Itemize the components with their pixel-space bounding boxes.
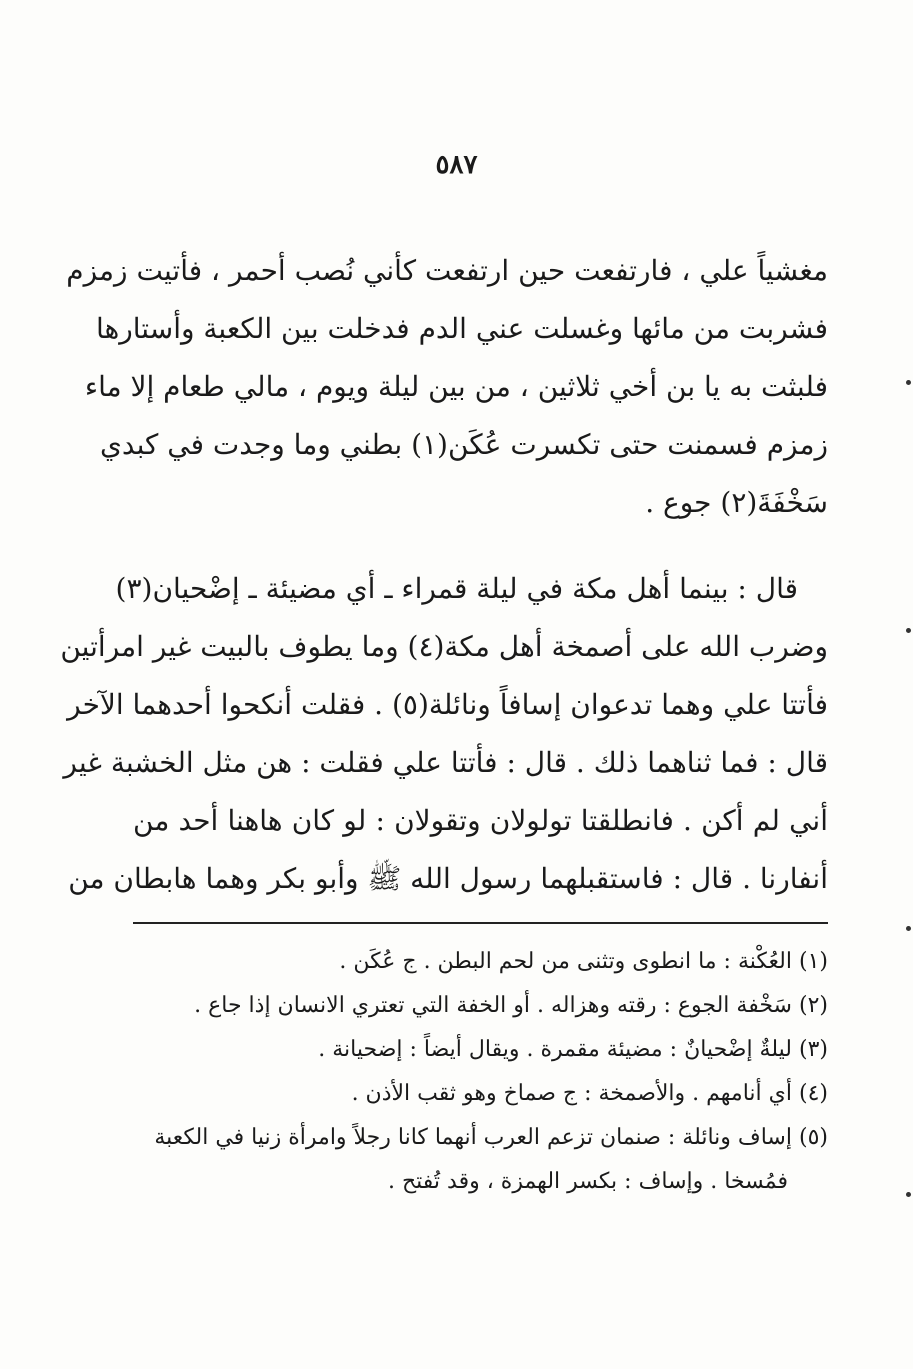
paragraph-1: [66, 242, 828, 532]
footnote-text: سَخْفة الجوع : رقته وهزاله . أو الخفة التي تعتري الانسان إذا جاع .: [194, 993, 792, 1018]
footnote-number: (١): [798, 949, 828, 974]
footnote-number: (٣): [798, 1037, 828, 1062]
footnote-number: (٥): [798, 1125, 828, 1150]
margin-speck: [906, 1192, 911, 1197]
text-line: مغشياً علي ، فارتفعت حين ارتفعت كأني نُصب أحمر ، فأتيت زمزم: [66, 254, 828, 287]
footnote-text: العُكْنة : ما انطوى وتثنى من لحم البطن . ج عُكَن .: [339, 949, 792, 974]
text-line: سَخْفَةَ(٢) جوع .: [645, 486, 828, 519]
text-line: أني لم أكن . فانطلقتا تولولان وتقولان : لو كان هاهنا أحد من: [133, 804, 828, 837]
margin-speck: [906, 380, 911, 385]
footnote-divider: [133, 922, 828, 924]
text-line: قال : بينما أهل مكة في ليلة قمراء ـ أي مضيئة ـ إضْحيان(٣): [115, 572, 798, 605]
margin-speck: [906, 926, 911, 931]
text-line: أنفارنا . قال : فاستقبلهما رسول الله ﷺ وأبو بكر وهما هابطان من: [68, 862, 828, 895]
page-number: ٥٨٧: [435, 150, 478, 180]
text-line: قال : فما ثناهما ذلك . قال : فأتتا علي فقلت : هن مثل الخشبة غير: [63, 746, 828, 779]
footnote-1: [133, 940, 828, 984]
text-line: فلبثت به يا بن أخي ثلاثين ، من بين ليلة ويوم ، مالي طعام إلا ماء: [84, 370, 828, 403]
footnote-5-continuation: فمُسخا . وإساف : بكسر الهمزة ، وقد تُفتح .: [387, 1169, 788, 1194]
text-line: زمزم فسمنت حتى تكسرت عُكَن(١) بطني وما وجدت في كبدي: [99, 428, 828, 461]
footnote-text: ليلةٌ إضْحيانٌ : مضيئة مقمرة . ويقال أيضاً : إضحيانة .: [318, 1037, 792, 1062]
footnotes: [133, 940, 828, 1204]
footnote-text: إساف ونائلة : صنمان تزعم العرب أنهما كانا رجلاً وامرأة زنيا في الكعبة: [154, 1125, 792, 1150]
margin-speck: [906, 628, 911, 633]
text-line: وضرب الله على أصمخة أهل مكة(٤) وما يطوف بالبيت غير امرأتين: [60, 630, 828, 663]
text-line: فأتتا علي وهما تدعوان إسافاً ونائلة(٥) . فقلت أنكحوا أحدهما الآخر: [67, 688, 828, 721]
footnote-5: [133, 1116, 828, 1160]
footnote-number: (٤): [798, 1081, 828, 1106]
paragraph-2: [60, 560, 828, 908]
footnote-text: أي أنامهم . والأصمخة : ج صماخ وهو ثقب الأذن .: [351, 1081, 792, 1106]
footnote-4: [133, 1072, 828, 1116]
footnote-2: [133, 984, 828, 1028]
text-line: فشربت من مائها وغسلت عني الدم فدخلت بين الكعبة وأستارها: [95, 312, 828, 345]
footnote-3: [133, 1028, 828, 1072]
footnote-number: (٢): [798, 993, 828, 1018]
